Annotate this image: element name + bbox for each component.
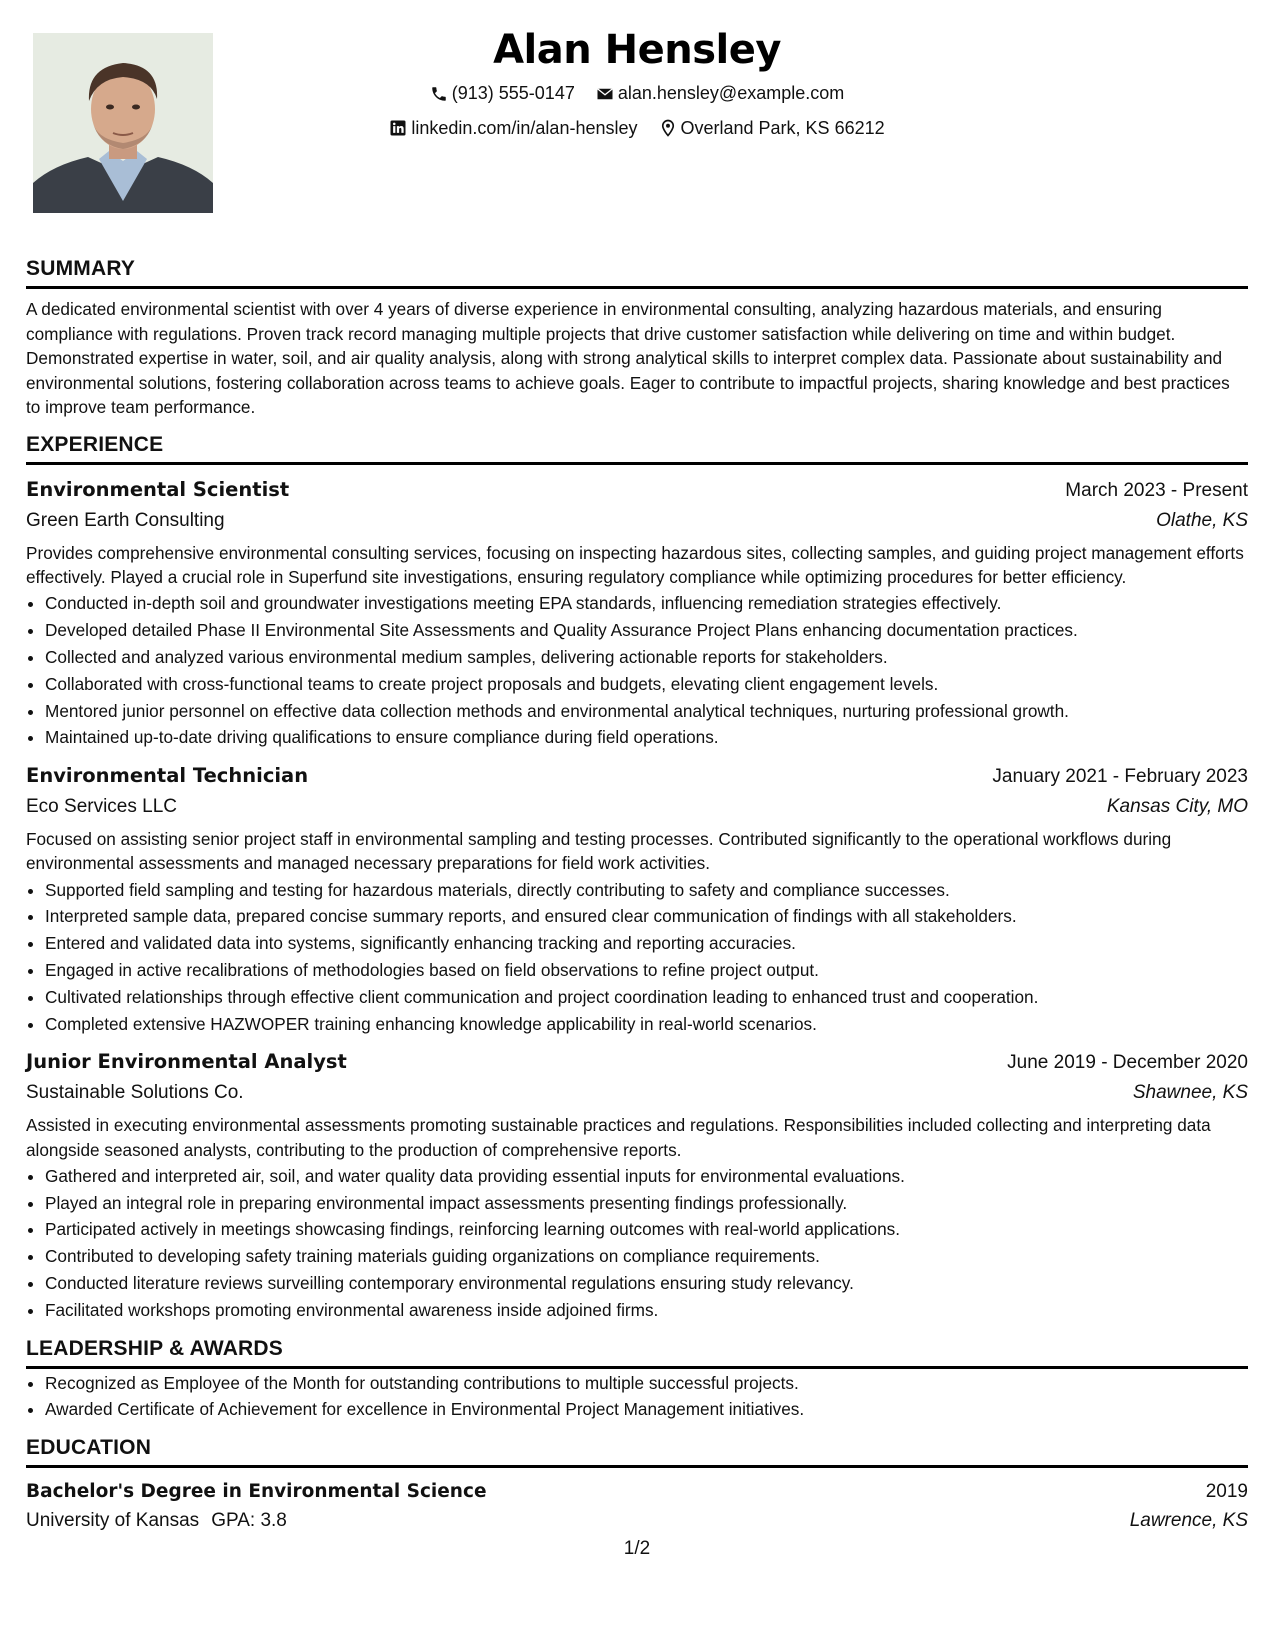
job-bullets (26, 590, 1248, 751)
degree-name: Bachelor's Degree in Environmental Science (26, 1481, 487, 1503)
job-bullet: • Collected and analyzed various environmental medium samples, delivering actionable reports for stakeholders. (45, 644, 1248, 671)
job-bullet: • Engaged in active recalibrations of methodologies based on field observations to refine project output. (45, 957, 1248, 984)
job-bullet: • Completed extensive HAZWOPER training enhancing knowledge applicability in real-world scenarios. (45, 1011, 1248, 1038)
page-indicator: 1/2 (623, 1538, 651, 1559)
job-company: Sustainable Solutions Co. (26, 1082, 244, 1104)
home-location: Overland Park, KS 66212 (680, 117, 885, 138)
school-name: University of Kansas (26, 1510, 200, 1532)
awards-list (26, 1370, 1248, 1424)
school-info (26, 1507, 287, 1535)
graduation-year: 2019 (1205, 1481, 1248, 1503)
summary-text: A dedicated environmental scientist with over 4 years of diverse experience in environmental consulting, analyzing hazardous materials, and ensuring compliance with regulations. Proven track record managing multiple projects that drive customer satisfaction while delivering on time and within budget. Demonstrated expertise in water, soil, and air quality analysis, along with strong analytical skills to interpret complex data. Passionate about sustainability and environmental solutions, fostering collaboration across teams to achieve goals. Eager to contribute to impactful projects, sharing knowledge and best practices to improve team performance. (26, 299, 1230, 418)
linkedin-url[interactable]: linkedin.com/in/alan-hensley (411, 117, 638, 138)
award-item: • Awarded Certificate of Achievement for excellence in Environmental Project Management initiatives. (45, 1396, 1248, 1423)
phone-number: (913) 555-0147 (451, 83, 575, 103)
job-header-row (26, 760, 1248, 792)
job-bullet: • Developed detailed Phase II Environmental Site Assessments and Quality Assurance Project Plans enhancing documentation practices. (45, 617, 1248, 644)
job-bullet: • Interpreted sample data, prepared concise summary reports, and ensured clear communication of findings with all stakeholders. (45, 903, 1248, 930)
envelope-icon (596, 85, 614, 103)
linkedin-contact[interactable] (389, 113, 637, 144)
awards-heading: LEADERSHIP & AWARDS (26, 1334, 1248, 1369)
contact-line-1 (26, 78, 1248, 113)
school-location: Lawrence, KS (1129, 1510, 1248, 1532)
job-description: Assisted in executing environmental assessments promoting sustainable practices and regulations. Responsibilities included collecting and interpreting data alongside seasoned analysts, contributing to the production of comprehensive reports. (26, 1115, 1211, 1160)
job-bullet: • Conducted literature reviews surveilling contemporary environmental regulations ensuring study relevancy. (45, 1270, 1248, 1297)
education-degree-row (26, 1477, 1248, 1507)
resume-content (26, 244, 1248, 1535)
job-header-row (26, 474, 1248, 506)
phone-icon (430, 85, 448, 103)
resume-header (26, 22, 1248, 147)
candidate-name: Alan Hensley (493, 27, 781, 73)
job-company: Green Earth Consulting (26, 509, 225, 531)
job-bullet: • Maintained up-to-date driving qualifications to ensure compliance during field operations. (45, 724, 1248, 751)
job-location: Kansas City, MO (1106, 796, 1248, 818)
award-item: • Recognized as Employee of the Month for outstanding contributions to multiple successful projects. (45, 1370, 1248, 1397)
education-entry (26, 1477, 1248, 1535)
job-bullet: • Facilitated workshops promoting environmental awareness inside adjoined firms. (45, 1297, 1248, 1324)
job-dates: June 2019 - December 2020 (1007, 1052, 1248, 1074)
contact-line-2 (26, 113, 1248, 148)
job-company-row (26, 506, 1248, 536)
map-pin-icon (659, 119, 677, 137)
job-bullet: • Mentored junior personnel on effective data collection methods and environmental analytical techniques, nurturing professional growth. (45, 698, 1248, 725)
location-contact (659, 113, 885, 144)
job-bullet: • Entered and validated data into systems, significantly enhancing tracking and reporting accuracies. (45, 930, 1248, 957)
summary-heading: SUMMARY (26, 254, 1248, 289)
phone-contact (430, 78, 575, 109)
job-bullet: • Supported field sampling and testing for hazardous materials, directly contributing to safety and compliance successes. (45, 877, 1248, 904)
experience-entry (26, 760, 1248, 1037)
job-title: Junior Environmental Analyst (26, 1050, 347, 1074)
job-title: Environmental Technician (26, 764, 309, 788)
education-school-row (26, 1507, 1248, 1535)
job-dates: January 2021 - February 2023 (992, 766, 1248, 788)
job-company-row (26, 792, 1248, 822)
job-company: Eco Services LLC (26, 796, 178, 818)
job-description: Provides comprehensive environmental consulting services, focusing on inspecting hazardous sites, collecting samples, and guiding project management efforts effectively. Played a crucial role in Superfund site investigations, ensuring regulatory compliance while optimizing procedures for better efficiency. (26, 542, 1244, 588)
linkedin-icon (389, 119, 407, 137)
email-address[interactable]: alan.hensley@example.com (617, 83, 845, 103)
experience-heading: EXPERIENCE (26, 430, 1248, 465)
education-heading: EDUCATION (26, 1433, 1248, 1468)
job-header-row (26, 1046, 1248, 1078)
job-bullet: • Played an integral role in preparing environmental impact assessments presenting findings professionally. (45, 1190, 1248, 1217)
experience-entry (26, 474, 1248, 751)
job-dates: March 2023 - Present (1065, 479, 1248, 501)
job-bullets (26, 877, 1248, 1038)
resume-page (26, 0, 1248, 1650)
job-description: Focused on assisting senior project staff in environmental sampling and testing processes. Contributed significantly to the operational workflows during environmental assessments and managed necessary preparations for field work activities. (26, 829, 1172, 874)
experience-entry (26, 1046, 1248, 1323)
job-bullets (26, 1163, 1248, 1324)
job-title: Environmental Scientist (26, 477, 290, 501)
job-bullet: • Collaborated with cross-functional teams to create project proposals and budgets, elevating client engagement levels. (45, 671, 1248, 698)
job-bullet: • Contributed to developing safety training materials guiding organizations on compliance requirements. (45, 1243, 1248, 1270)
gpa: GPA: 3.8 (211, 1510, 287, 1532)
job-location: Olathe, KS (1156, 509, 1248, 531)
job-bullet: • Gathered and interpreted air, soil, and water quality data providing essential inputs for environmental evaluations. (45, 1163, 1248, 1190)
job-bullet: • Cultivated relationships through effective client communication and project coordination leading to enhanced trust and cooperation. (45, 984, 1248, 1011)
job-bullet: • Conducted in-depth soil and groundwater investigations meeting EPA standards, influencing remediation strategies effectively. (45, 590, 1248, 617)
job-location: Shawnee, KS (1132, 1082, 1248, 1104)
email-contact[interactable] (596, 78, 844, 109)
job-bullet: • Participated actively in meetings showcasing findings, reinforcing learning outcomes with real-world applications. (45, 1216, 1248, 1243)
job-company-row (26, 1078, 1248, 1108)
